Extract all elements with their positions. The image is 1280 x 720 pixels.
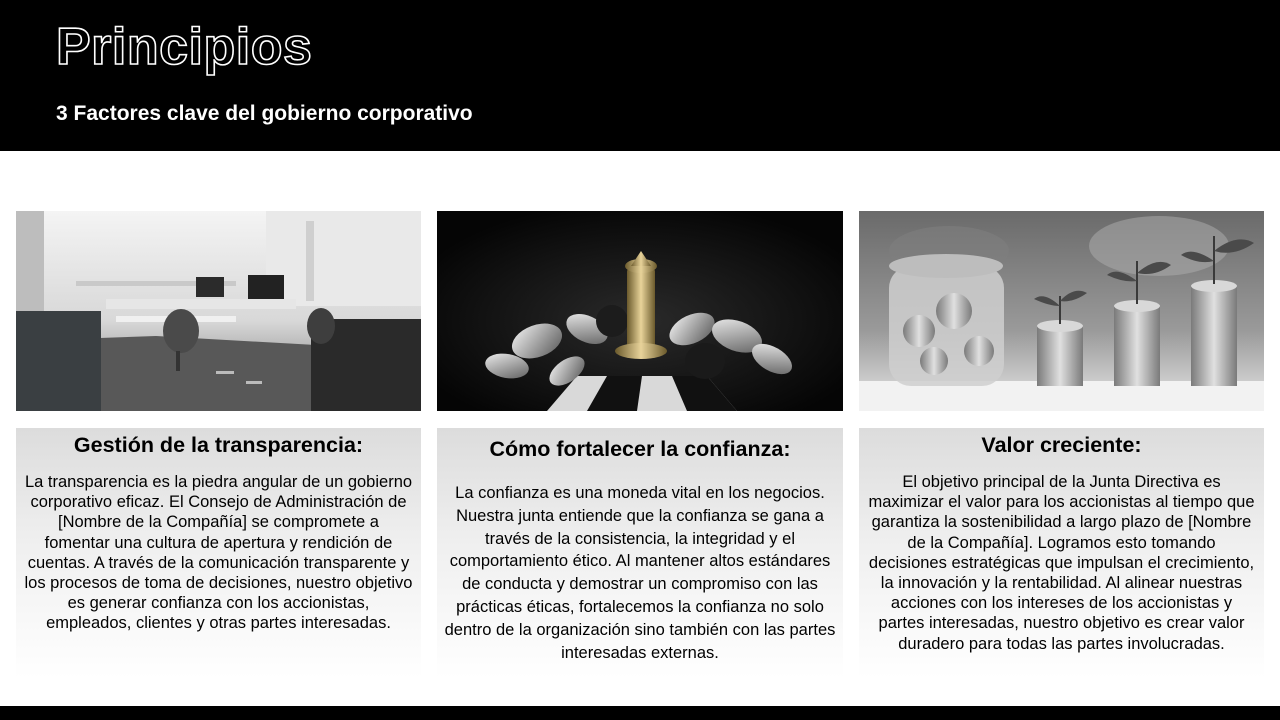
card-transparency: [16, 428, 421, 678]
coin-stacks-plants-photo: [859, 211, 1264, 411]
card-body: La transparencia es la piedra angular de un gobierno corporativo eficaz. El Consejo de Administración de [Nombre de la Compañía] se compromete a fomentar una cultura de apertura y rendición de cuentas. A través de la comunicación transparente y los procesos de toma de decisiones, nuestro objetivo es generar confianza con los accionistas, empleados, clientes y otras partes interesadas.: [24, 473, 413, 633]
footer-bar: [0, 706, 1280, 720]
card-heading: Cómo fortalecer la confianza:: [489, 437, 791, 461]
card-value: [859, 428, 1264, 678]
office-workspace-photo: [16, 211, 421, 411]
chess-king-photo: [437, 211, 843, 411]
slide-subtitle: 3 Factores clave del gobierno corporativo: [56, 102, 473, 125]
card-heading: Gestión de la transparencia:: [73, 433, 364, 457]
card-trust: [437, 428, 843, 678]
header-banner: [0, 0, 1280, 151]
slide-title: Principios: [56, 18, 313, 76]
card-heading: Valor creciente:: [981, 433, 1142, 457]
card-body: La confianza es una moneda vital en los negocios. Nuestra junta entiende que la confianza se gana a través de la consistencia, la integridad y el comportamiento ético. Al mantener altos estándares de conducta y demostrar un compromiso con las prácticas éticas, fortalecemos la confianza no solo dentro de la organización sino también con las partes interesadas externas.: [444, 484, 836, 662]
card-body: El objetivo principal de la Junta Directiva es maximizar el valor para los accionistas al tiempo que garantiza la sostenibilidad a largo plazo de [Nombre de la Compañía]. Logramos esto tomando decisiones estratégicas que impulsan el crecimiento, la innovación y la rentabilidad. Al alinear nuestras acciones con los intereses de los accionistas y partes interesadas, nuestro objetivo es crear valor duradero para todas las partes involucradas.: [868, 473, 1255, 653]
